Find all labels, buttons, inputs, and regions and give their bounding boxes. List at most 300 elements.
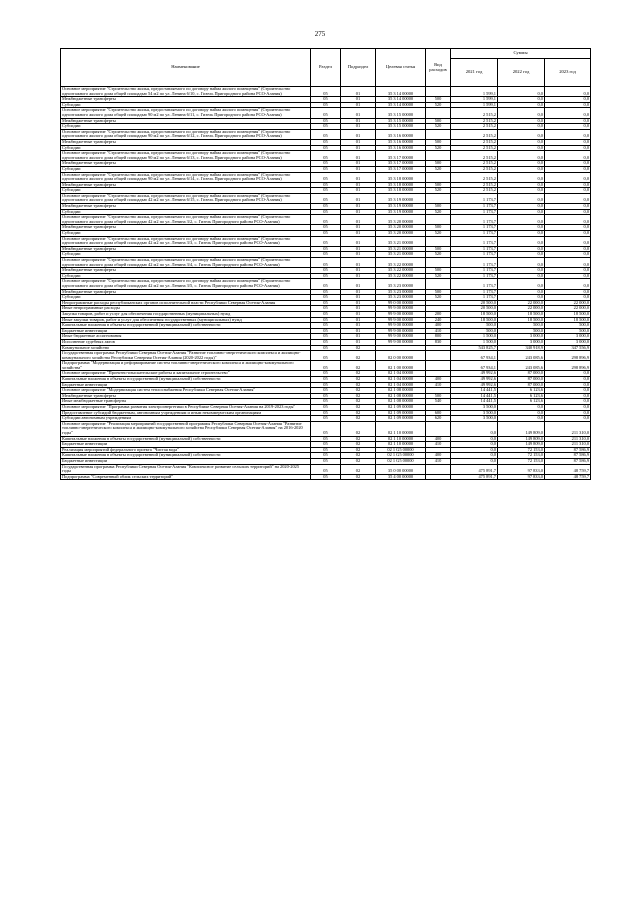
- cell-target: 02 1 10 00000: [376, 436, 426, 442]
- cell-a: 2 515,2: [451, 124, 498, 130]
- cell-sub: 01: [341, 166, 376, 172]
- cell-b: 72 153,0: [498, 447, 545, 453]
- table-row: [61, 351, 591, 361]
- cell-sec: 05: [311, 129, 341, 139]
- cell-type: 620: [426, 416, 451, 422]
- cell-sub: 02: [341, 442, 376, 448]
- cell-c: 0,0: [545, 416, 591, 422]
- cell-type: 410: [426, 458, 451, 464]
- cell-b: 0,0: [498, 236, 545, 246]
- cell-sub: 01: [341, 188, 376, 194]
- header-2023: 2023 год: [545, 59, 591, 87]
- cell-b: 0,0: [498, 225, 545, 231]
- cell-b: 149 809,0: [498, 421, 545, 436]
- table-row: [61, 361, 591, 371]
- cell-name: Основное мероприятие "Строительство жилья, предоставляемого по договору найма жилого помещения" (Строительство одноэтажного жилого дома общей площадью 42 м2 по ул. Ленина 3/2, с. Гизель Пригородного района РСО-Алания): [61, 215, 311, 225]
- cell-sec: 05: [311, 225, 341, 231]
- cell-a: 2 515,2: [451, 151, 498, 161]
- cell-sec: 05: [311, 317, 341, 323]
- cell-b: 0,0: [498, 188, 545, 194]
- cell-name: Иные межбюджетные трансферты: [61, 399, 311, 405]
- cell-a: 1 500,0: [451, 334, 498, 340]
- cell-name: Межбюджетные трансферты: [61, 204, 311, 210]
- cell-c: 0,0: [545, 145, 591, 151]
- cell-type: 400: [426, 377, 451, 383]
- cell-sec: 05: [311, 339, 341, 345]
- cell-c: 0,0: [545, 188, 591, 194]
- cell-name: Исполнение судебных актов: [61, 339, 311, 345]
- cell-name: Основное мероприятие "Строительство жилья, предоставляемого по договору найма жилого помещения" (Строительство одноэтажного жилого дома общей площадью 42 м2 по ул. Ленина 3/3, с. Гизель Пригородного района РСО-Алания): [61, 236, 311, 246]
- cell-a: 543 825,7: [451, 345, 498, 351]
- cell-target: 02 1 10 00000: [376, 421, 426, 436]
- cell-a: 49 992,6: [451, 382, 498, 388]
- cell-sec: 05: [311, 145, 341, 151]
- cell-sec: 05: [311, 204, 341, 210]
- cell-sub: 01: [341, 97, 376, 103]
- cell-name: Бюджетные инвестиции: [61, 458, 311, 464]
- cell-target: 02 1 04 00000: [376, 377, 426, 383]
- cell-sub: 01: [341, 289, 376, 295]
- cell-sec: 05: [311, 345, 341, 351]
- cell-target: 02 1 04 00000: [376, 382, 426, 388]
- cell-type: 240: [426, 317, 451, 323]
- cell-name: Межбюджетные трансферты: [61, 118, 311, 124]
- cell-sub: 02: [341, 377, 376, 383]
- header-2021: 2021 год: [451, 59, 498, 87]
- cell-target: 35 3 20 00000: [376, 231, 426, 237]
- cell-sub: 01: [341, 161, 376, 167]
- cell-sub: 02: [341, 447, 376, 453]
- cell-a: 1 173,7: [451, 246, 498, 252]
- cell-c: 0,0: [545, 388, 591, 394]
- cell-type: 600: [426, 410, 451, 416]
- cell-sub: 02: [341, 458, 376, 464]
- table-row: [61, 474, 591, 480]
- cell-target: 35 3 23 00000: [376, 289, 426, 295]
- cell-sec: 05: [311, 182, 341, 188]
- cell-b: 500,0: [498, 328, 545, 334]
- cell-b: 87 000,0: [498, 371, 545, 377]
- cell-type: 520: [426, 166, 451, 172]
- cell-target: 99 0 00 00000: [376, 300, 426, 306]
- cell-name: Основное мероприятие "Модернизация систем теплоснабжения Республики Северная Осетия-Алания": [61, 388, 311, 394]
- cell-b: 0,0: [498, 204, 545, 210]
- cell-b: 0,0: [498, 273, 545, 279]
- cell-name: Иные непрограммные расходы: [61, 306, 311, 312]
- cell-c: 0,0: [545, 252, 591, 258]
- cell-a: 3 500,0: [451, 416, 498, 422]
- cell-b: 0,0: [498, 405, 545, 411]
- cell-sub: 02: [341, 393, 376, 399]
- cell-sub: 01: [341, 328, 376, 334]
- cell-a: 0,0: [451, 442, 498, 448]
- table-row: [61, 236, 591, 246]
- cell-target: 99 9 00 00000: [376, 334, 426, 340]
- cell-a: 0,0: [451, 458, 498, 464]
- cell-c: 0,0: [545, 102, 591, 108]
- cell-sub: 01: [341, 334, 376, 340]
- cell-sec: 05: [311, 209, 341, 215]
- cell-target: 99 9 00 00000: [376, 317, 426, 323]
- cell-type: [426, 87, 451, 97]
- cell-name: Капитальные вложения в объекты государственной (муниципальной) собственности: [61, 377, 311, 383]
- cell-name: Основное мероприятие "Строительство жилья, предоставляемого по договору найма жилого помещения" (Строительство одноэтажного жилого дома общей площадью 42 м2 по ул. Ленина 6/15, с. Гизель Пригородного района РСО-Алания): [61, 193, 311, 203]
- cell-a: 1 173,7: [451, 204, 498, 210]
- cell-b: 22 000,0: [498, 306, 545, 312]
- cell-a: 2 515,2: [451, 139, 498, 145]
- cell-a: 3 500,0: [451, 410, 498, 416]
- cell-b: 0,0: [498, 102, 545, 108]
- cell-sub: 02: [341, 421, 376, 436]
- cell-c: 0,0: [545, 166, 591, 172]
- cell-type: 500: [426, 268, 451, 274]
- cell-target: 35 3 21 00000: [376, 252, 426, 258]
- cell-a: 0,0: [451, 421, 498, 436]
- cell-name: Предоставление субсидий бюджетным, автономным учреждениям и иным некоммерческим организациям: [61, 410, 311, 416]
- cell-name: Межбюджетные трансферты: [61, 182, 311, 188]
- cell-b: 0,0: [498, 182, 545, 188]
- cell-sec: 05: [311, 464, 341, 474]
- cell-name: Межбюджетные трансферты: [61, 161, 311, 167]
- cell-name: Субсидии: [61, 145, 311, 151]
- cell-c: 0,0: [545, 161, 591, 167]
- table-row: [61, 215, 591, 225]
- cell-target: 35 3 21 00000: [376, 236, 426, 246]
- cell-target: 02 1 10 00000: [376, 442, 426, 448]
- cell-target: 35 3 15 00000: [376, 118, 426, 124]
- cell-a: 1 173,7: [451, 236, 498, 246]
- cell-a: 1 173,7: [451, 193, 498, 203]
- cell-sec: 05: [311, 334, 341, 340]
- cell-sub: 01: [341, 300, 376, 306]
- cell-target: 35 3 19 00000: [376, 204, 426, 210]
- cell-b: 87 000,0: [498, 377, 545, 383]
- cell-target: 35 3 22 00000: [376, 268, 426, 274]
- cell-sec: 05: [311, 311, 341, 317]
- cell-type: [426, 129, 451, 139]
- cell-c: 211 310,0: [545, 442, 591, 448]
- cell-sub: 01: [341, 225, 376, 231]
- cell-a: 500,0: [451, 323, 498, 329]
- header-section: Раздел: [311, 49, 341, 87]
- cell-target: 35 3 20 00000: [376, 225, 426, 231]
- cell-sec: 05: [311, 447, 341, 453]
- cell-name: Коммунальное хозяйство: [61, 345, 311, 351]
- cell-type: 520: [426, 209, 451, 215]
- cell-sec: 05: [311, 273, 341, 279]
- cell-sec: 05: [311, 382, 341, 388]
- cell-a: 2 515,2: [451, 188, 498, 194]
- cell-name: Субсидии: [61, 273, 311, 279]
- cell-type: 830: [426, 339, 451, 345]
- cell-a: 3 500,0: [451, 405, 498, 411]
- cell-type: 500: [426, 182, 451, 188]
- cell-sub: 02: [341, 436, 376, 442]
- cell-c: 500,0: [545, 323, 591, 329]
- header-subsection: Подраздел: [341, 49, 376, 87]
- cell-type: 520: [426, 145, 451, 151]
- table-row: [61, 258, 591, 268]
- cell-sec: 05: [311, 421, 341, 436]
- cell-target: 02 1 08 00000: [376, 399, 426, 405]
- cell-sub: 01: [341, 231, 376, 237]
- cell-type: [426, 421, 451, 436]
- cell-sec: 05: [311, 236, 341, 246]
- cell-c: 22 000,0: [545, 306, 591, 312]
- cell-b: 6 123,6: [498, 388, 545, 394]
- cell-a: 475 891,7: [451, 474, 498, 480]
- cell-a: 0,0: [451, 453, 498, 459]
- cell-a: 67 934,1: [451, 351, 498, 361]
- cell-target: 02 1 G5 00000: [376, 447, 426, 453]
- cell-target: 35 3 17 00000: [376, 161, 426, 167]
- cell-c: 0,0: [545, 225, 591, 231]
- cell-b: 340 918,9: [498, 345, 545, 351]
- cell-a: 1 173,7: [451, 258, 498, 268]
- cell-type: 500: [426, 139, 451, 145]
- cell-c: 0,0: [545, 405, 591, 411]
- cell-b: 0,0: [498, 124, 545, 130]
- cell-b: 0,0: [498, 129, 545, 139]
- cell-a: 18 500,0: [451, 311, 498, 317]
- cell-b: 0,0: [498, 145, 545, 151]
- cell-sub: 01: [341, 209, 376, 215]
- cell-c: 87 586,9: [545, 453, 591, 459]
- cell-a: 1 599,1: [451, 87, 498, 97]
- cell-name: Основное мероприятие "Проектно-изыскательские работы и капитальное строительство": [61, 371, 311, 377]
- cell-sub: 01: [341, 145, 376, 151]
- cell-c: 0,0: [545, 129, 591, 139]
- cell-a: 2 515,2: [451, 108, 498, 118]
- cell-name: Подпрограмма "Модернизация и реформирование систем топливно-энергетического комплекса и жилищно-коммунального хозяйства": [61, 361, 311, 371]
- cell-sub: 01: [341, 317, 376, 323]
- cell-type: [426, 279, 451, 289]
- cell-b: 0,0: [498, 97, 545, 103]
- cell-a: 2 515,2: [451, 129, 498, 139]
- cell-sec: 05: [311, 442, 341, 448]
- cell-c: 0,0: [545, 289, 591, 295]
- cell-type: 800: [426, 334, 451, 340]
- cell-type: [426, 361, 451, 371]
- cell-sub: 01: [341, 124, 376, 130]
- cell-b: 0,0: [498, 258, 545, 268]
- cell-type: 520: [426, 124, 451, 130]
- cell-sec: 05: [311, 188, 341, 194]
- cell-sec: 05: [311, 118, 341, 124]
- cell-name: Подпрограмма "Современный облик сельских территорий": [61, 474, 311, 480]
- cell-sub: 01: [341, 87, 376, 97]
- cell-a: 1 173,7: [451, 209, 498, 215]
- cell-c: 0,0: [545, 172, 591, 182]
- cell-name: Капитальные вложения в объекты государственной (муниципальной) собственности: [61, 436, 311, 442]
- table-row: [61, 87, 591, 97]
- cell-b: 0,0: [498, 151, 545, 161]
- cell-b: 6 123,6: [498, 393, 545, 399]
- cell-c: 0,0: [545, 124, 591, 130]
- cell-b: 0,0: [498, 295, 545, 301]
- cell-type: 200: [426, 311, 451, 317]
- cell-c: 0,0: [545, 139, 591, 145]
- cell-target: 35 3 21 00000: [376, 246, 426, 252]
- cell-b: 72 153,0: [498, 458, 545, 464]
- cell-sec: 05: [311, 124, 341, 130]
- cell-type: [426, 236, 451, 246]
- cell-sub: 02: [341, 345, 376, 351]
- cell-name: Субсидии: [61, 102, 311, 108]
- cell-a: 1 173,7: [451, 268, 498, 274]
- header-exp-type: Вид расходов: [426, 49, 451, 87]
- cell-sec: 05: [311, 268, 341, 274]
- cell-sec: 05: [311, 279, 341, 289]
- cell-sec: 05: [311, 323, 341, 329]
- cell-target: 35 3 16 00000: [376, 145, 426, 151]
- cell-sub: 01: [341, 279, 376, 289]
- table-row: [61, 172, 591, 182]
- cell-target: 99 9 00 00000: [376, 306, 426, 312]
- table-row: [61, 421, 591, 436]
- cell-sec: 05: [311, 172, 341, 182]
- cell-sub: 02: [341, 399, 376, 405]
- cell-sec: 05: [311, 474, 341, 480]
- cell-name: Закупка товаров, работ и услуг для обеспечения государственных (муниципальных) нужд: [61, 311, 311, 317]
- cell-target: 35 3 23 00000: [376, 295, 426, 301]
- cell-type: 400: [426, 453, 451, 459]
- cell-name: Межбюджетные трансферты: [61, 289, 311, 295]
- cell-c: 0,0: [545, 182, 591, 188]
- cell-type: 400: [426, 436, 451, 442]
- cell-b: 0,0: [498, 246, 545, 252]
- header-name: Наименование: [61, 49, 311, 87]
- cell-sub: 02: [341, 405, 376, 411]
- cell-sub: 01: [341, 151, 376, 161]
- cell-target: 35 3 17 00000: [376, 166, 426, 172]
- cell-b: 6 123,6: [498, 399, 545, 405]
- cell-c: 0,0: [545, 108, 591, 118]
- cell-sub: 01: [341, 252, 376, 258]
- table-row: [61, 108, 591, 118]
- cell-c: 0,0: [545, 231, 591, 237]
- cell-c: 0,0: [545, 399, 591, 405]
- cell-target: 35 3 18 00000: [376, 182, 426, 188]
- cell-c: 0,0: [545, 371, 591, 377]
- cell-target: 35 3 23 00000: [376, 279, 426, 289]
- cell-type: 410: [426, 442, 451, 448]
- cell-sub: 01: [341, 339, 376, 345]
- cell-sec: 05: [311, 453, 341, 459]
- cell-c: 48 759,7: [545, 464, 591, 474]
- cell-target: 02 1 04 00000: [376, 371, 426, 377]
- cell-a: 2 515,2: [451, 118, 498, 124]
- cell-c: 3 000,0: [545, 334, 591, 340]
- cell-sec: 05: [311, 295, 341, 301]
- cell-name: Государственная программа Республики Северная Осетия-Алания "Комплексное развитие сельских территорий" на 2020-2025 годы: [61, 464, 311, 474]
- cell-type: [426, 215, 451, 225]
- cell-c: 0,0: [545, 209, 591, 215]
- cell-a: 14 441,5: [451, 399, 498, 405]
- cell-b: 0,0: [498, 231, 545, 237]
- cell-b: 0,0: [498, 118, 545, 124]
- cell-sub: 01: [341, 118, 376, 124]
- cell-sub: 01: [341, 215, 376, 225]
- header-sums: Суммы: [451, 49, 591, 59]
- cell-b: 243 085,6: [498, 351, 545, 361]
- cell-sec: 05: [311, 258, 341, 268]
- cell-b: 97 833,0: [498, 464, 545, 474]
- cell-c: 87 586,9: [545, 458, 591, 464]
- cell-target: 35 3 16 00000: [376, 139, 426, 145]
- cell-sec: 05: [311, 193, 341, 203]
- cell-a: 1 500,0: [451, 339, 498, 345]
- cell-c: 0,0: [545, 118, 591, 124]
- cell-a: 2 515,2: [451, 172, 498, 182]
- cell-target: 02 1 09 00000: [376, 416, 426, 422]
- table-row: [61, 279, 591, 289]
- cell-b: 243 085,6: [498, 361, 545, 371]
- cell-type: 500: [426, 204, 451, 210]
- cell-c: 0,0: [545, 258, 591, 268]
- cell-target: 99 9 00 00000: [376, 328, 426, 334]
- cell-target: 02 0 00 00000: [376, 351, 426, 361]
- cell-sec: 05: [311, 306, 341, 312]
- cell-target: 35 0 00 00000: [376, 464, 426, 474]
- cell-a: 0,0: [451, 447, 498, 453]
- cell-c: 0,0: [545, 268, 591, 274]
- cell-name: Основное мероприятие "Реализация мероприятий государственной программы Республики Северная Осетия-Алания "Развитие топливно-энергетического комплекса и жилищно-коммунального хозяйства Республики Северная Осетия-Алания" на 2016-2020 годы": [61, 421, 311, 436]
- cell-type: 400: [426, 323, 451, 329]
- cell-b: 0,0: [498, 416, 545, 422]
- cell-target: 35 3 18 00000: [376, 188, 426, 194]
- cell-sec: 05: [311, 371, 341, 377]
- cell-sub: 01: [341, 311, 376, 317]
- cell-name: Межбюджетные трансферты: [61, 393, 311, 399]
- cell-b: 87 000,0: [498, 382, 545, 388]
- cell-target: 02 1 G5 00000: [376, 453, 426, 459]
- cell-b: 72 153,0: [498, 453, 545, 459]
- cell-b: 3 000,0: [498, 339, 545, 345]
- cell-name: Межбюджетные трансферты: [61, 97, 311, 103]
- cell-name: Основное мероприятие "Строительство жилья, предоставляемого по договору найма жилого помещения" (Строительство одноэтажного жилого дома общей площадью 90 м2 по ул. Ленина 6/12, с. Гизель Пригородного района РСО-Алания): [61, 129, 311, 139]
- cell-sub: 01: [341, 129, 376, 139]
- cell-name: Субсидии автономным учреждениям: [61, 416, 311, 422]
- cell-sub: 02: [341, 382, 376, 388]
- cell-sec: 05: [311, 151, 341, 161]
- cell-name: Основное мероприятие "Строительство жилья, предоставляемого по договору найма жилого помещения" (Строительство одноэтажного жилого дома общей площадью 90 м2 по ул. Ленина 6/13, с. Гизель Пригородного района РСО-Алания): [61, 151, 311, 161]
- cell-sec: 05: [311, 252, 341, 258]
- table-row: [61, 193, 591, 203]
- cell-name: Непрограммные расходы республиканских органов исполнительной власти Республики Северная Осетия-Алания: [61, 300, 311, 306]
- cell-a: 14 441,5: [451, 393, 498, 399]
- cell-type: 520: [426, 231, 451, 237]
- cell-sec: 05: [311, 97, 341, 103]
- cell-sub: 02: [341, 371, 376, 377]
- cell-b: 0,0: [498, 215, 545, 225]
- cell-name: Субсидии: [61, 209, 311, 215]
- cell-type: [426, 464, 451, 474]
- cell-c: 3 000,0: [545, 339, 591, 345]
- cell-a: 20 500,0: [451, 306, 498, 312]
- cell-a: 1 173,7: [451, 252, 498, 258]
- cell-name: Основное мероприятие "Строительство жилья, предоставляемого по договору найма жилого помещения" (Строительство одноэтажного жилого дома общей площадью 90 м2 по ул. Ленина 6/14, с. Гизель Пригородного района РСО-Алания): [61, 172, 311, 182]
- cell-a: 1 173,7: [451, 295, 498, 301]
- cell-name: Межбюджетные трансферты: [61, 268, 311, 274]
- cell-c: 500,0: [545, 328, 591, 334]
- cell-c: 0,0: [545, 279, 591, 289]
- cell-type: 500: [426, 289, 451, 295]
- cell-name: Капитальные вложения в объекты государственной (муниципальной) собственности: [61, 453, 311, 459]
- cell-target: 35 3 14 00000: [376, 87, 426, 97]
- cell-b: 0,0: [498, 410, 545, 416]
- cell-target: 35 3 16 00000: [376, 129, 426, 139]
